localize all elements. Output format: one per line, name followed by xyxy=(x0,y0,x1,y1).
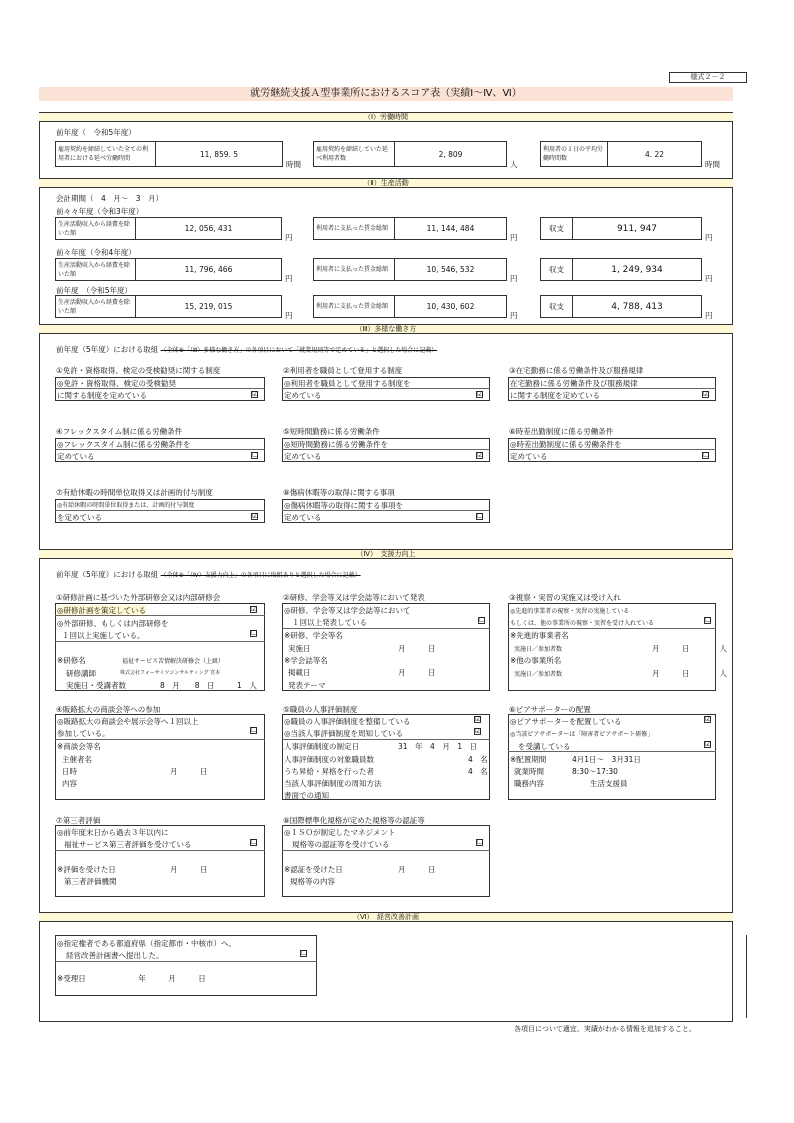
b8-title: ⑧国際標準化規格が定めた規格等の認証等 xyxy=(283,816,425,825)
sec3-item-8-title: ⑧傷病休暇等の取得に関する事項 xyxy=(283,488,395,497)
b8-r3a: ※認証を受けた日 xyxy=(284,865,343,874)
b7-r2: 福祉サービス第三者評価を受けている xyxy=(64,840,192,849)
sec3-item-1-title: ①免許・資格取得、検定の受検勧奨に関する制度 xyxy=(56,366,221,375)
sec2-row3-b-unit: 円 xyxy=(510,311,518,320)
footer-note: 各項目について適宜、実績がわかる情報を追加すること。 xyxy=(514,1025,696,1033)
form-id-box xyxy=(669,72,747,83)
sec4-intro-strike: （全体⑧「（Ⅳ）支援力向上」の各項目に取組ありと選択した場合に記載） xyxy=(160,572,361,579)
b6-r6a: 職務内容 xyxy=(514,779,544,788)
sec2-row3-a-unit: 円 xyxy=(285,311,293,320)
b2-r7: 発表テーマ xyxy=(288,681,326,690)
sec2-row1-a-unit: 円 xyxy=(285,233,293,242)
b5-r5a: うち昇給・昇格を行った者 xyxy=(284,767,374,776)
sec3-item-6-line2: 定めている xyxy=(510,452,548,461)
sec2-row3-b-value: 10, 430, 602 xyxy=(394,295,507,318)
sec3-item-2-line2: 定めている xyxy=(284,391,322,400)
b5-r4b: 4 名 xyxy=(468,755,488,764)
b1-checkbox-1[interactable]: ☑ xyxy=(251,605,258,613)
b2-title: ②研修、学会等又は学会誌等において発表 xyxy=(283,593,425,602)
sec2-row2-a-label: 生産活動収入から経費を除いた額 xyxy=(55,258,136,281)
b4-r5a: 日時 xyxy=(62,767,77,776)
b2-r3: ※研修、学会等名 xyxy=(284,631,343,640)
b6-r4a: ※配置期間 xyxy=(510,755,547,764)
b4-r4: 主催者名 xyxy=(62,755,92,764)
sec3-item-1-line2: に関する制度を定めている xyxy=(57,391,147,400)
b6-r1: ◎ピアサポーターを配置している xyxy=(510,717,622,726)
sec1-c2-label: 雇用契約を締結していた延べ利用者数 xyxy=(313,141,395,167)
b3-checkbox-2[interactable]: ☐ xyxy=(705,616,712,624)
b4-r1: ◎販路拡大の商談会や展示会等へ１回以上 xyxy=(57,717,199,726)
sec2-row2-b-unit: 円 xyxy=(510,274,518,283)
b1-r2: ◎外部研修、もしくは内部研修を xyxy=(57,619,169,628)
b3-r6b: 月 日 人 xyxy=(652,669,727,678)
b1-r4b: 福祉サービス苦情解決研修会（上級） xyxy=(122,658,225,665)
b1-checkbox-3[interactable]: ☐ xyxy=(251,629,258,637)
section-1-header: （Ⅰ）労働時間 xyxy=(39,112,733,122)
sec6-r3: ※受理日 年 月 日 xyxy=(57,974,206,983)
b3-r1: ◎先進的事業者の視察・実習の実施している xyxy=(510,608,630,615)
sec3-intro xyxy=(56,344,437,355)
b3-title: ③視察・実習の実施又は受け入れ xyxy=(509,593,621,602)
sec3-item-7-line2: を定めている xyxy=(57,513,102,522)
b2-r4b: 月 日 xyxy=(398,644,436,653)
b5-r4a: 人事評価制度の対象職員数 xyxy=(284,755,374,764)
sec1-c3-label: 利用者の１日の平均労働時間数 xyxy=(540,141,608,167)
sec1-period: 前年度（ 令和5年度） xyxy=(56,128,136,137)
sec3-item-4-title: ④フレックスタイム制に係る労働条件 xyxy=(56,427,183,436)
sec2-row1-a-value: 12, 056, 431 xyxy=(135,217,282,240)
sec3-item-4-checkbox[interactable]: ☐ xyxy=(252,451,259,459)
b2-r6b: 月 日 xyxy=(398,668,436,677)
b7-title: ⑦第三者評価 xyxy=(56,816,101,825)
sec3-item-2-line1: ◎利用者を職員として登用する制度を xyxy=(284,379,411,388)
b3-r3: ※先進的事業者名 xyxy=(510,631,569,640)
sec2-row3-c-label: 収支 xyxy=(540,295,573,318)
b5-r6: 当該人事評価制度の周知方法 xyxy=(284,779,382,788)
b6-checkbox-1[interactable]: ☑ xyxy=(705,715,712,723)
sec1-c1-unit: 時間 xyxy=(286,160,301,169)
sec1-c3-value: 4. 22 xyxy=(607,141,702,167)
b6-r3: を受講している xyxy=(518,742,571,751)
b1-r5a: 研修講師 xyxy=(66,669,96,678)
sec3-item-7-title: ⑦有給休暇の時間単位取得又は計画的付与制度 xyxy=(56,488,213,497)
b5-r7: 書面での通知 xyxy=(284,791,329,800)
sec2-row3-a-value: 15, 219, 015 xyxy=(135,295,282,318)
sec2-row2-c-unit: 円 xyxy=(705,274,713,283)
sec2-row3-b-label: 利用者に支払った賃金総額 xyxy=(313,295,395,318)
sec3-item-8-line2: 定めている xyxy=(284,513,322,522)
sec2-row2-a-unit: 円 xyxy=(285,274,293,283)
b1-r4a: ※研修名 xyxy=(57,656,86,665)
b2-r5: ※学会誌等名 xyxy=(284,656,328,665)
sec3-item-3-title: ③在宅勤務に係る労働条件及び服務規律 xyxy=(509,366,644,375)
b8-r1: ◎ＩＳＯが制定したマネジメント xyxy=(284,828,396,837)
b4-r2: 参加している。 xyxy=(57,729,110,738)
b5-checkbox-1[interactable]: ☑ xyxy=(475,715,482,723)
b7-r3a: ※評価を受けた日 xyxy=(57,865,116,874)
b5-checkbox-2[interactable]: ☑ xyxy=(475,727,482,735)
b2-r2: １回以上発表している xyxy=(292,618,367,627)
sec3-item-4-line1: ◎フレックスタイム制に係る労働条件を xyxy=(57,440,191,449)
b4-r3: ※商談会等名 xyxy=(57,742,101,751)
page-title: 就労継続支援Ａ型事業所におけるスコア表（実績Ⅰ～Ⅳ、Ⅵ） xyxy=(250,88,522,99)
b6-title: ⑥ピアサポーターの配置 xyxy=(509,705,591,714)
sec3-item-7-line1: ◎有給休暇の時間単位取得または、計画的付与制度 xyxy=(57,502,195,509)
b7-r1: ◎前年度末日から過去３年以内に xyxy=(57,828,169,837)
sec2-row1-c-value: 911, 947 xyxy=(572,217,702,240)
section-6-header: （Ⅵ） 経営改善計画 xyxy=(39,912,733,922)
sec2-row2-b-label: 利用者に支払った賃金総額 xyxy=(313,258,395,281)
b8-r2: 規格等の認証等を受けている xyxy=(292,840,390,849)
b3-r6a: 実施日／参加者数 xyxy=(514,671,563,678)
b5-r3b: 31 年 4 月 1 日 xyxy=(398,742,478,751)
sec2-row1-year: 前々々年度（令和3年度） xyxy=(56,207,144,216)
right-margin-line xyxy=(746,935,747,1018)
b6-r4b: 4月1日～ 3月31日 xyxy=(572,755,641,764)
b4-r6: 内容 xyxy=(62,779,77,788)
b2-r1: ◎研修、学会等又は学会誌等において xyxy=(284,606,411,615)
sec3-item-2-title: ②利用者を職員として登用する制度 xyxy=(283,366,403,375)
sec3-item-3-line2: に関する制度を定めている xyxy=(510,391,600,400)
b6-checkbox-3[interactable]: ☑ xyxy=(705,740,712,748)
b6-r5b: 8:30～17:30 xyxy=(572,767,618,776)
b5-r3a: 人事評価制度の制定日 xyxy=(284,742,359,751)
b2-checkbox-2[interactable]: ☐ xyxy=(479,616,486,624)
b1-r6b: 8 月 8 日 1 人 xyxy=(160,681,257,690)
sec3-item-4-line2: 定めている xyxy=(57,452,95,461)
b4-r5b: 月 日 xyxy=(170,767,208,776)
sec6-r2: 経営改善計画書へ提出した。 xyxy=(66,951,164,960)
sec2-row1-c-unit: 円 xyxy=(705,233,713,242)
b3-r4a: 実施日／参加者数 xyxy=(514,646,563,653)
sec3-item-6-line1: ◎時差出勤制度に係る労働条件を xyxy=(510,440,622,449)
sec3-item-8-checkbox[interactable]: ☐ xyxy=(477,512,484,520)
sec2-row1-b-unit: 円 xyxy=(510,233,518,242)
form-id: 様式２－２ xyxy=(690,73,726,81)
sec3-item-5-checkbox[interactable]: ☑ xyxy=(477,451,484,459)
sec3-item-3-checkbox[interactable]: ☑ xyxy=(703,390,710,398)
b7-r4: 第三者評価機関 xyxy=(64,877,117,886)
b5-r2: ◎当該人事評価制度を周知している xyxy=(284,729,404,738)
sec2-row3-c-value: 4, 788, 413 xyxy=(572,295,702,318)
sec3-item-7-checkbox[interactable]: ☑ xyxy=(252,512,259,520)
section-4-header: （Ⅳ） 支援力向上 xyxy=(39,549,733,559)
b3-r5: ※他の事業所名 xyxy=(510,656,562,665)
sec1-c1-label: 雇用契約を締結していた全ての利用者における延べ労働時間 xyxy=(55,141,156,167)
sec3-item-6-checkbox[interactable]: ☐ xyxy=(703,451,710,459)
b8-r4: 規格等の内容 xyxy=(290,877,335,886)
sec6-r1: ◎指定権者である都道府県（指定都市・中核市）へ、 xyxy=(57,939,237,948)
sec4-intro-text: 前年度（5年度）における取組 xyxy=(56,570,159,579)
sec2-row2-year: 前々年度（令和4年度） xyxy=(56,248,136,257)
b1-title: ①研修計画に基づいた外部研修会又は内部研修会 xyxy=(56,593,221,602)
b5-r5b: 4 名 xyxy=(468,767,488,776)
b8-checkbox-2[interactable]: ☐ xyxy=(477,838,484,846)
sec1-c3-unit: 時間 xyxy=(705,160,720,169)
b2-r4a: 実施日 xyxy=(288,644,311,653)
b6-r6b: 生活支援員 xyxy=(590,779,628,788)
sec2-row1-a-label: 生産活動収入から経費を除いた額 xyxy=(55,217,136,240)
b1-r1: ◎研修計画を策定している xyxy=(57,606,147,615)
sec3-item-1-checkbox[interactable]: ☑ xyxy=(252,390,259,398)
sec3-item-5-line1: ◎短時間勤務に係る労働条件を xyxy=(284,440,389,449)
b6-r5a: 就業時間 xyxy=(514,767,544,776)
sec3-item-5-line2: 定めている xyxy=(284,452,322,461)
b6-r2: ◎当該ピアサポーターは「障害者ピアサポート研修」 xyxy=(510,731,654,738)
section-3-header: （Ⅲ）多様な働き方 xyxy=(39,324,733,334)
b1-r3: １回以上実施している。 xyxy=(62,631,145,640)
sec3-item-8-line1: ◎傷病休暇等の取得に関する事項を xyxy=(284,501,404,510)
sec3-item-3-line1: 在宅勤務に係る労働条件及び服務規律 xyxy=(510,379,638,388)
sec2-row2-b-value: 10, 546, 532 xyxy=(394,258,507,281)
sec6-checkbox-2[interactable]: ☐ xyxy=(301,949,308,957)
b7-checkbox-2[interactable]: ☐ xyxy=(251,838,258,846)
b1-r5b: 株式会社フォーサイツコンサルティング 宮本 xyxy=(120,670,221,676)
b3-r4b: 月 日 人 xyxy=(652,644,727,653)
sec2-row1-b-label: 利用者に支払った賃金総額 xyxy=(313,217,395,240)
page-title-bar xyxy=(39,87,733,101)
sec2-period: 会計期間（ 4 月～ 3 月） xyxy=(56,194,164,203)
sec3-intro-text: 前年度（5年度）における取組 xyxy=(56,345,159,354)
sec2-row3-c-unit: 円 xyxy=(705,311,713,320)
b8-r3b: 月 日 xyxy=(398,865,436,874)
sec2-row2-c-label: 収支 xyxy=(540,258,573,281)
sec2-row3-a-label: 生産活動収入から経費を除いた額 xyxy=(55,295,136,318)
b7-r3b: 月 日 xyxy=(170,865,208,874)
sec1-c1-value: 11, 859. 5 xyxy=(155,141,283,167)
b4-checkbox-2[interactable]: ☐ xyxy=(251,726,258,734)
sec3-item-6-title: ⑥時差出勤制度に係る労働条件 xyxy=(509,427,614,436)
sec4-intro xyxy=(56,569,361,580)
b5-r1: ◎職員の人事評価制度を整備している xyxy=(284,717,411,726)
section-2-header: （Ⅱ）生産活動 xyxy=(39,178,733,188)
sec2-row2-c-value: 1, 249, 934 xyxy=(572,258,702,281)
sec3-item-5-title: ⑤短時間勤務に係る労働条件 xyxy=(283,427,380,436)
b5-title: ⑤職員の人事評価制度 xyxy=(283,705,358,714)
sec3-item-1-line1: ◎免許・資格取得、検定の受検勧奨 xyxy=(57,379,177,388)
b2-r6a: 掲載日 xyxy=(288,668,311,677)
sec3-item-2-checkbox[interactable]: ☑ xyxy=(477,390,484,398)
b1-r6a: 実施日・受講者数 xyxy=(66,681,126,690)
sec3-intro-strike: （全体⑧「（Ⅲ）多様な働き方」の各項目において「就業規則等で定めている」と選択した場合に記載） xyxy=(160,347,438,354)
sec2-row3-year: 前年度 （令和5年度） xyxy=(56,286,133,295)
b3-r2: もしくは、他の事業所の視察・実習を受け入れている xyxy=(510,620,655,627)
sec2-row1-b-value: 11, 144, 484 xyxy=(394,217,507,240)
sec1-c2-unit: 人 xyxy=(510,160,518,169)
sec2-row2-a-value: 11, 796, 466 xyxy=(135,258,282,281)
sec2-row1-c-label: 収支 xyxy=(540,217,573,240)
b4-title: ④販路拡大の商談会等への参加 xyxy=(56,705,161,714)
sec1-c2-value: 2, 809 xyxy=(394,141,507,167)
